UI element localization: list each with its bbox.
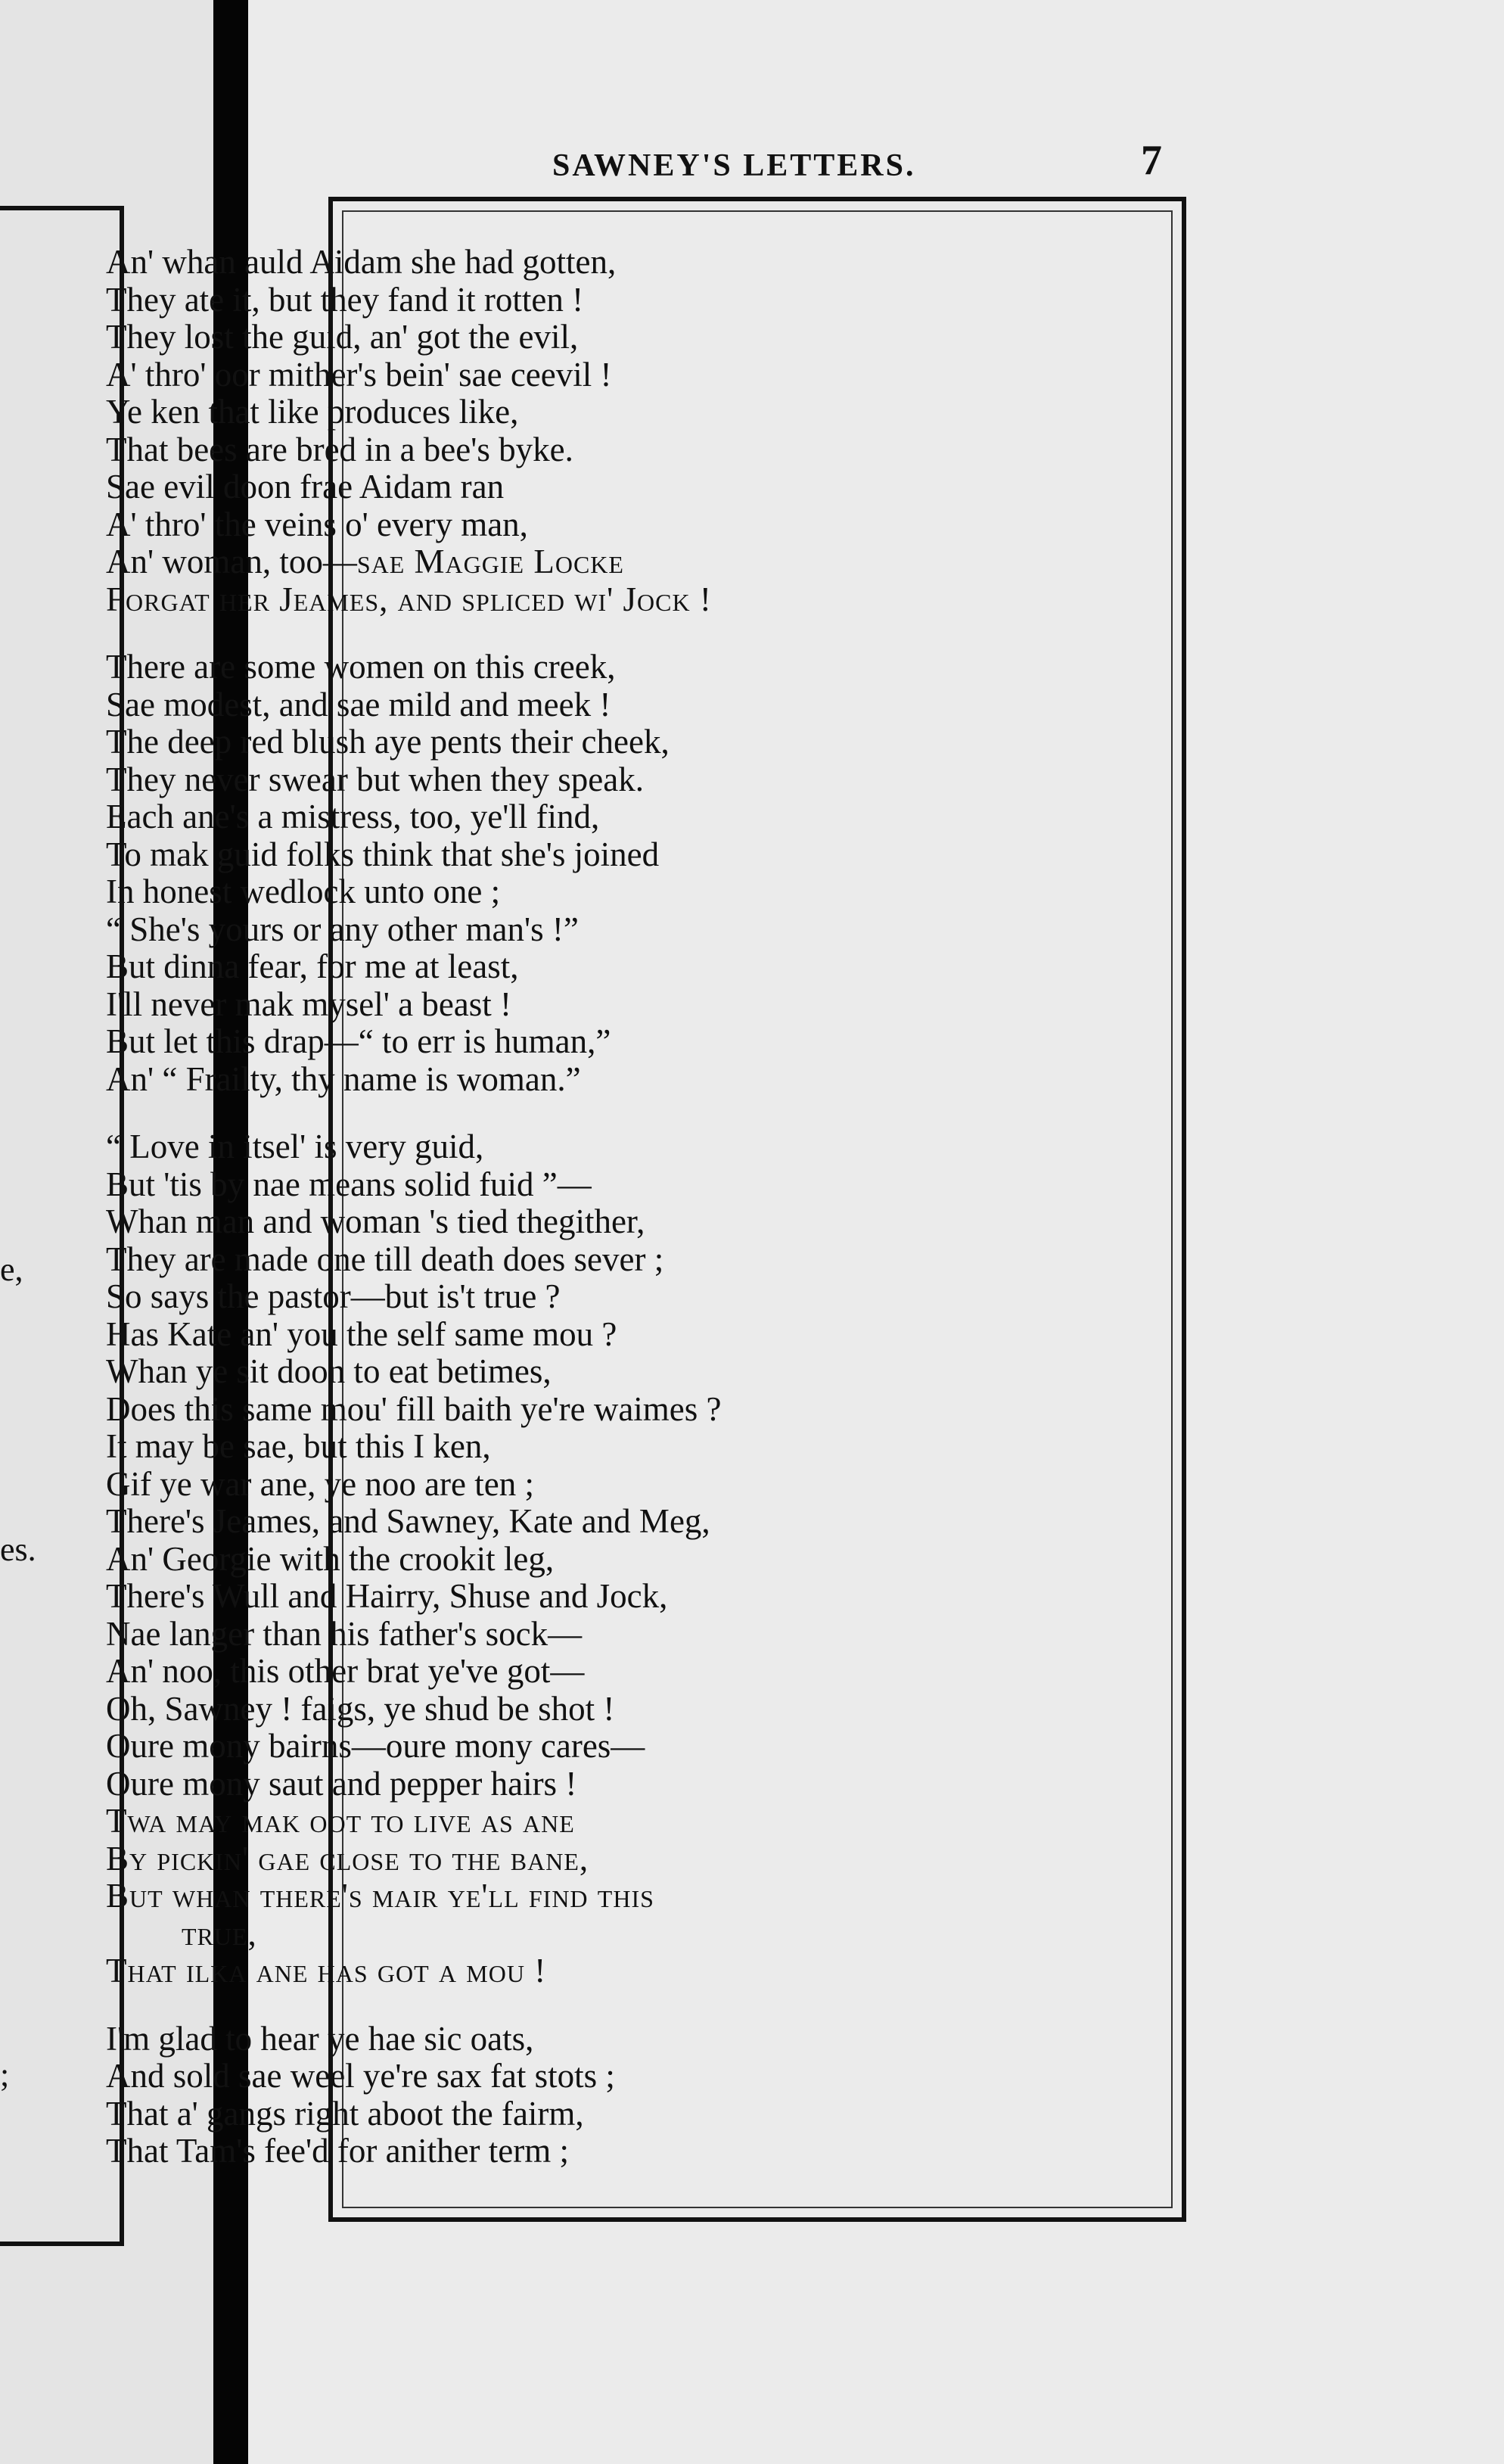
poem-line: In honest wedlock unto one ; xyxy=(106,873,501,910)
poem-line: An' noo, this other brat ye've got— xyxy=(106,1652,585,1690)
poem-line: That Tam's fee'd for anither term ; xyxy=(106,2132,570,2170)
poem-line: That bees are bred in a bee's byke. xyxy=(106,430,573,468)
poem-line-smallcaps: By pickin' gae close to the bane, xyxy=(106,1839,589,1878)
poem-line-smallcaps: true, xyxy=(182,1914,257,1952)
poem-line: They ate it, but they fand it rotten ! xyxy=(106,280,584,319)
poem-line: Gif ye war ane, ye noo are ten ; xyxy=(106,1464,534,1503)
page-number: 7 xyxy=(1141,137,1162,184)
poem-line: Sae evil doon frae Aidam ran xyxy=(106,468,505,506)
poem-line: But let this drap—“ to err is human,” xyxy=(106,1022,611,1060)
stanza-2 xyxy=(106,649,938,1098)
poem-line: There are some women on this creek, xyxy=(106,648,616,686)
poem xyxy=(106,244,938,2201)
poem-line: But 'tis by nae means solid fuid ”— xyxy=(106,1165,592,1203)
poem-line: There's Wull and Hairry, Shuse and Jock, xyxy=(106,1577,668,1615)
poem-line: That a' gangs right aboot the fairm, xyxy=(106,2094,584,2133)
poem-line: Does this same mou' fill baith ye're waimes ? xyxy=(106,1389,722,1428)
poem-line: Nae langer than his father's sock— xyxy=(106,1614,583,1653)
poem-line: Ye ken that like produces like, xyxy=(106,393,519,431)
poem-line: It may be sae, but this I ken, xyxy=(106,1427,491,1465)
running-head: SAWNEY'S LETTERS. xyxy=(552,148,916,183)
poem-line-smallcaps: Twa may mak oot to live as ane xyxy=(106,1802,575,1840)
stanza-3 xyxy=(106,1128,938,1990)
poem-line: Sae modest, and sae mild and meek ! xyxy=(106,685,611,723)
poem-line xyxy=(106,543,938,581)
poem-line: An' Georgie with the crookit leg, xyxy=(106,1539,555,1578)
poem-line: Oure mony saut and pepper hairs ! xyxy=(106,1764,577,1803)
poem-line: I'm glad to hear ye hae sic oats, xyxy=(106,2019,534,2058)
poem-line: An' whan auld Aidam she had gotten, xyxy=(106,243,617,281)
previous-page-fragment: ; xyxy=(0,2056,10,2093)
poem-line-smallcaps: But whan there's mair ye'll find this xyxy=(106,1877,654,1915)
poem-line-smallcaps: That ilka ane has got a mou ! xyxy=(106,1952,547,1990)
poem-line: Oure mony bairns—oure mony cares— xyxy=(106,1727,645,1765)
poem-line: Whan ye sit doon to eat betimes, xyxy=(106,1352,552,1390)
poem-line: “ Love in itsel' is very guid, xyxy=(106,1128,484,1165)
poem-line: They lost the guid, an' got the evil, xyxy=(106,318,579,356)
poem-line: Has Kate an' you the self same mou ? xyxy=(106,1314,617,1353)
poem-line: A' thro' the veins o' every man, xyxy=(106,505,528,543)
poem-line: Oh, Sawney ! faigs, ye shud be shot ! xyxy=(106,1689,615,1728)
previous-page-fragment: es. xyxy=(0,1531,36,1568)
poem-line: And sold sae weel ye're sax fat stots ; xyxy=(106,2057,615,2095)
poem-line: There's Jeames, and Sawney, Kate and Meg, xyxy=(106,1502,710,1540)
poem-line: But dinna fear, for me at least, xyxy=(106,947,519,985)
poem-line: The deep red blush aye pents their cheek, xyxy=(106,723,670,761)
stanza-1 xyxy=(106,244,938,618)
poem-line: Whan man and woman 's tied thegither, xyxy=(106,1202,645,1240)
poem-line-text: An' woman, too— xyxy=(106,543,357,580)
poem-line-smallcaps: sae Maggie Locke xyxy=(356,543,624,580)
poem-line: They never swear but when they speak. xyxy=(106,760,644,798)
poem-line: They are made one till death does sever ; xyxy=(106,1240,664,1278)
previous-page-fragment: e, xyxy=(0,1251,23,1288)
poem-line: Each ane's a mistress, too, ye'll find, xyxy=(106,798,600,835)
poem-line: I'll never mak mysel' a beast ! xyxy=(106,985,512,1023)
poem-line-smallcaps: Forgat her Jeames, and spliced wi' Jock ! xyxy=(106,580,712,618)
poem-line: “ She's yours or any other man's !” xyxy=(106,910,579,948)
poem-line: A' thro' oor mither's bein' sae ceevil ! xyxy=(106,355,612,394)
poem-line: To mak guid folks think that she's joined xyxy=(106,835,660,873)
poem-line: An' “ Frailty, thy name is woman.” xyxy=(106,1059,581,1098)
stanza-4 xyxy=(106,2021,938,2170)
poem-line: So says the pastor—but is't true ? xyxy=(106,1277,561,1315)
